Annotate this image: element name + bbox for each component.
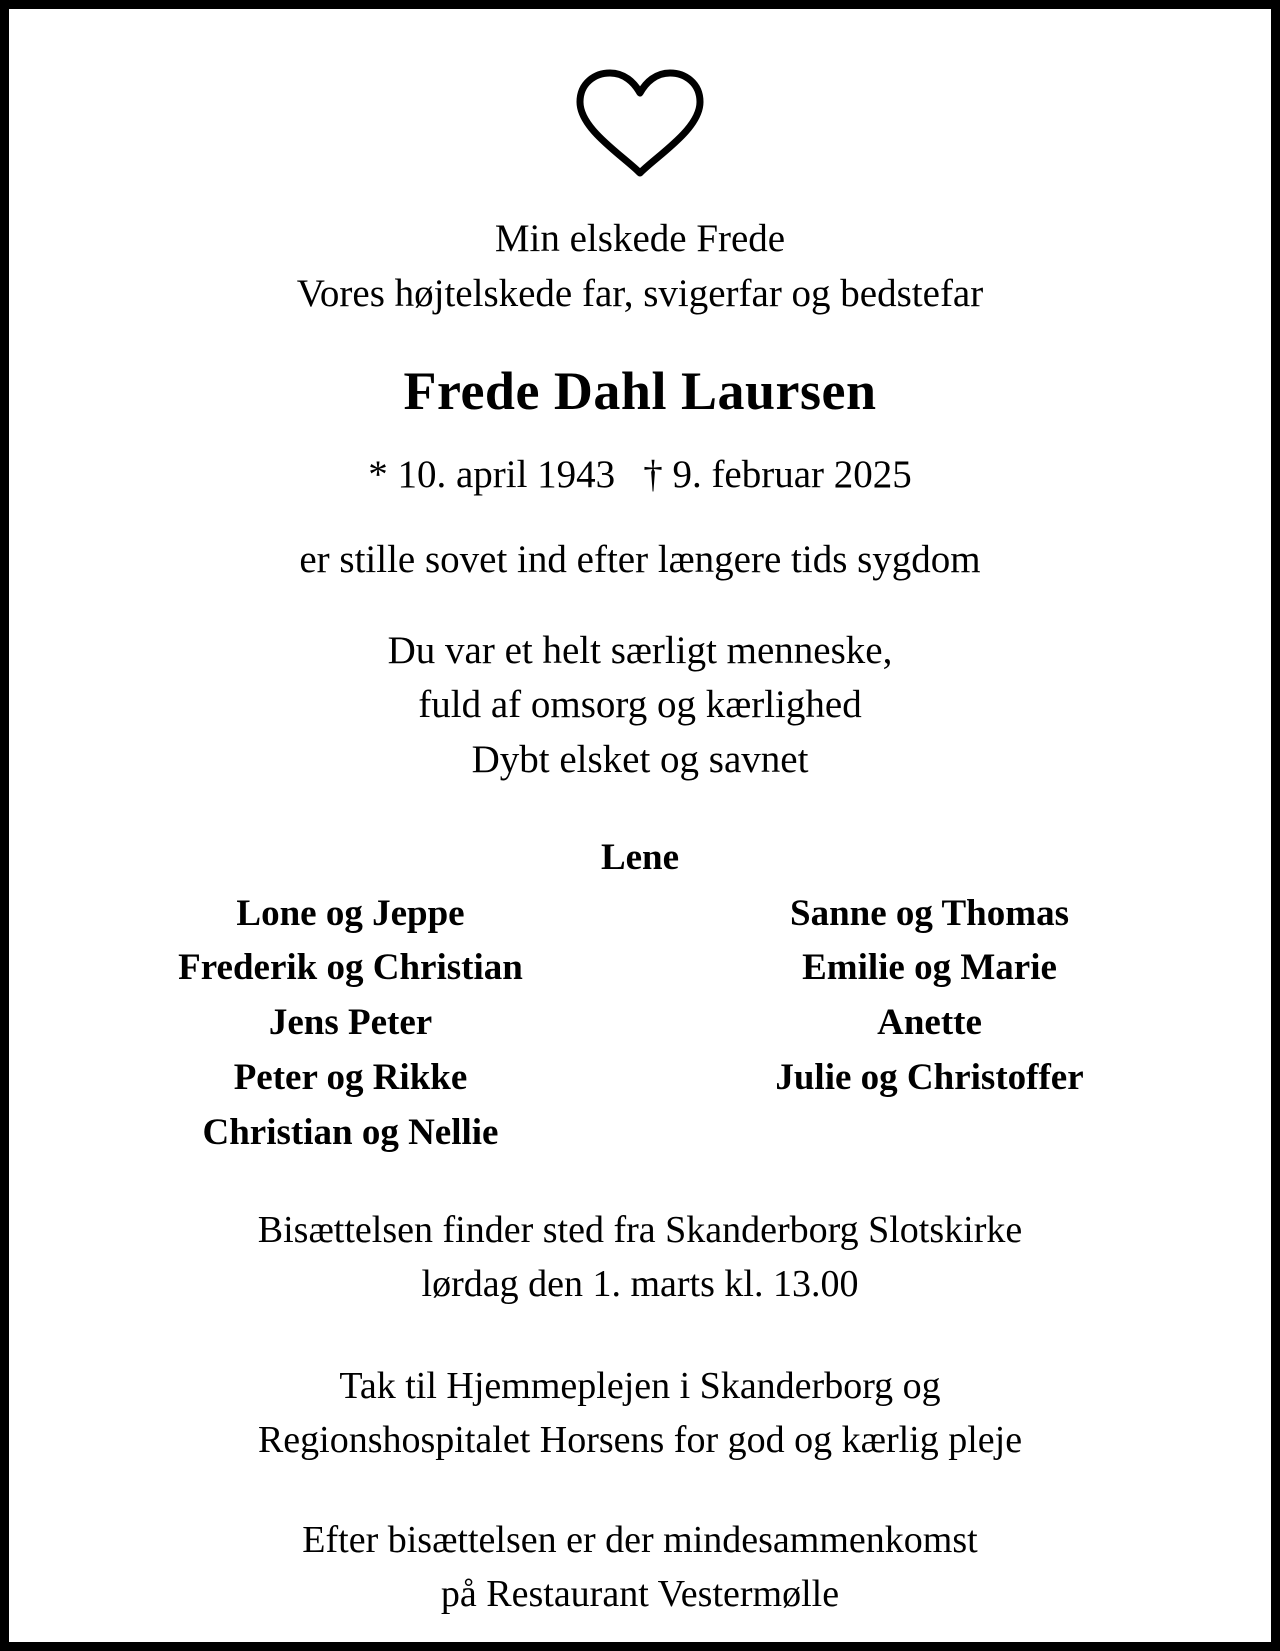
thanks-text: [258, 1360, 1022, 1468]
ceremony-line-2: lørdag den 1. marts kl. 13.00: [421, 1263, 859, 1306]
list-item: Frederik og Christian: [178, 947, 523, 989]
thanks-line-1: Tak til Hjemmeplejen i Skanderborg og: [339, 1365, 941, 1408]
intro-text: [297, 211, 983, 322]
heart-icon: [570, 69, 710, 177]
gathering-line-1: Efter bisættelsen er der mindesammenkomst: [302, 1519, 978, 1562]
intro-line-2: Vores højtelskede far, svigerfar og bedstefar: [296, 272, 984, 316]
gathering-details: [302, 1514, 977, 1622]
tribute-line-2: fuld af omsorg og kærlighed: [418, 683, 862, 727]
survivors-column-left: [79, 887, 640, 1161]
list-item: Sanne og Thomas: [790, 892, 1069, 934]
death-date: † 9. februar 2025: [643, 452, 912, 496]
survivor-lead: Lene: [600, 836, 680, 878]
tribute-line-3: Dybt elsket og savnet: [471, 737, 809, 781]
life-dates: [368, 452, 912, 497]
list-item: Anette: [877, 1002, 982, 1044]
passing-text: er stille sovet ind efter længere tids sygdom: [299, 537, 981, 581]
tribute-line-1: Du var et helt særligt menneske,: [387, 628, 893, 672]
deceased-name: Frede Dahl Laursen: [403, 360, 877, 421]
list-item: Peter og Rikke: [233, 1056, 468, 1098]
list-item: Julie og Christoffer: [775, 1056, 1084, 1098]
gathering-line-2: på Restaurant Vestermølle: [440, 1573, 840, 1616]
thanks-line-2: Regionshospitalet Horsens for god og kærlig pleje: [257, 1419, 1023, 1462]
list-item: Emilie og Marie: [802, 947, 1057, 989]
survivors-column-right: [640, 887, 1201, 1161]
list-item: Christian og Nellie: [202, 1111, 499, 1153]
list-item: Jens Peter: [268, 1002, 433, 1044]
list-item: Lone og Jeppe: [236, 892, 465, 934]
survivors-list: [79, 887, 1201, 1161]
ceremony-details: [258, 1204, 1022, 1312]
birth-date: * 10. april 1943: [368, 452, 616, 496]
intro-line-1: Min elskede Frede: [494, 217, 786, 260]
ceremony-line-1: Bisættelsen finder sted fra Skanderborg Slotskirke: [257, 1209, 1023, 1252]
tribute-text: [388, 624, 893, 788]
